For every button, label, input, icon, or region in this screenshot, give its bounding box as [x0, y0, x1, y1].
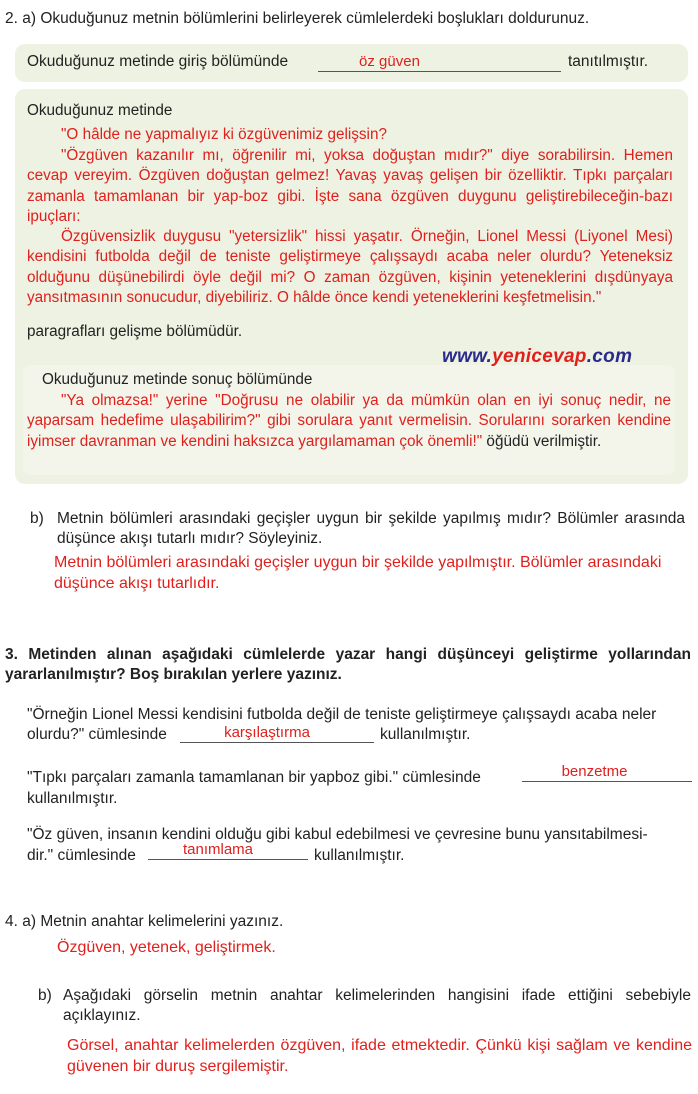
q3-s3-suffix: kullanılmıştır.	[314, 847, 405, 864]
logo-www: www.	[442, 346, 493, 367]
q3-s1-answer: karşılaştırma	[224, 724, 310, 741]
q3-s1-suffix: kullanılmıştır.	[380, 726, 471, 743]
yenicevap-logo	[442, 346, 632, 368]
q3-s3-answer: tanımlama	[182, 841, 254, 858]
dev-paragraph-3: Özgüvensizlik duygusu "yetersizlik" hissi yaşatır. Örneğin, Lionel Messi (Liyonel Mesi) kendisini futbolda değil de teniste geliştirmeye çalışsaydı acaba neler olurdu? Yeteneksiz olduğunu düşünebilirdi öyle değil mi? O zaman özgüven, kişinin yeteneklerini dışdünyaya yansıtmasının sonucudur, diyebiliriz. O hâlde önce kendi yeteneklerini keşfetmelisin."	[27, 228, 673, 307]
logo-com: .com	[586, 346, 633, 367]
logo-main: yenicevap	[492, 346, 587, 367]
q4a-heading: 4. a) Metnin anahtar kelimelerini yazınız.	[5, 913, 284, 930]
conclusion-quote: "Ya olmazsa!" yerine "Doğrusu ne olabilir ya da mümkün olan en iyi sonuç nedir, ne yaparsam hedefime ulaşabilirim?" gibi sorulara yanıt vermelisin. Sorularını sorarken kendine iyimser davranman ve kendini haksızca yargılamaman çok önemli!"	[27, 392, 671, 450]
q3-s2-blank	[522, 762, 692, 782]
q3-s3-line1: "Öz güven, insanın kendini olduğu gibi kabul edebilmesi ve çevresine bunu yansıtabilmesi-	[27, 826, 648, 843]
intro-answer: öz güven	[359, 53, 420, 70]
conclusion-text	[27, 391, 671, 452]
q4b-question: Aşağıdaki görselin metnin anahtar kelimelerinden hangisini ifade ettiğini sebebiyle açıklayınız.	[63, 987, 691, 1024]
q2b-answer: Metnin bölümleri arasındaki geçişler uygun bir şekilde yapılmıştır. Bölümler arasındaki düşünce akışı tutarlıdır.	[54, 554, 662, 592]
q3-s3-prefix: dir." cümlesinde	[27, 847, 136, 864]
q3-s2-answer: benzetme	[561, 763, 628, 780]
q3-s2-prefix: "Tıpkı parçaları zamanla tamamlanan bir yapboz gibi." cümlesinde	[27, 769, 481, 786]
q3-s1-blank	[180, 723, 374, 743]
conclusion-suffix: öğüdü verilmiştir.	[482, 432, 602, 450]
intro-suffix: tanıtılmıştır.	[568, 53, 649, 70]
q3-s2-suffix: kullanılmıştır.	[27, 790, 118, 807]
q4b-label: b)	[38, 987, 52, 1004]
conclusion-heading: Okuduğunuz metinde sonuç bölümünde	[42, 371, 313, 388]
conclusion-box	[23, 365, 675, 475]
intro-box	[15, 44, 688, 82]
q3-question: 3. Metinden alınan aşağıdaki cümlelerde yazar hangi düşünceyi geliştirme yollarından yararlanılmıştır? Boş bırakılan yerlere yazınız.	[5, 646, 691, 683]
intro-prefix: Okuduğunuz metinde giriş bölümünde	[27, 53, 289, 70]
intro-blank	[318, 52, 561, 72]
q2b-question: Metnin bölümleri arasındaki geçişler uygun bir şekilde yapılmış mıdır? Bölümler arasında düşünce akışı tutarlı mıdır? Söyleyiniz.	[57, 510, 685, 547]
q3-s3-blank	[148, 840, 308, 860]
dev-paragraph-2: "Özgüven kazanılır mı, öğrenilir mi, yoksa doğuştan mıdır?" diye sorabilirsin. Hemen cevap vereyim. Özgüven doğuştan gelmez! Yavaş yavaş gelişen bir özelliktir. Tıpkı parçaları zamanla tamamlanan bir yap-boz gibi. İşte sana özgüven duygunu geliştirebileceğin-bazı ipuçları:	[27, 147, 673, 226]
dev-suffix: paragrafları gelişme bölümüdür.	[27, 323, 243, 340]
q4a-answer: Özgüven, yetenek, geliştirmek.	[57, 939, 276, 956]
q3-s1-prefix: olurdu?" cümlesinde	[27, 726, 167, 743]
q2a-heading: 2. a) Okuduğunuz metnin bölümlerini belirleyerek cümlelerdeki boşlukları doldurunuz.	[5, 10, 590, 27]
q4b-answer: Görsel, anahtar kelimelerden özgüven, ifade etmektedir. Çünkü kişi sağlam ve kendine güvenen bir duruş sergilemiştir.	[67, 1037, 692, 1075]
dev-paragraph-1: "O hâlde ne yapmalıyız ki özgüvenimiz gelişsin?	[61, 126, 387, 143]
q2b-label: b)	[30, 510, 44, 527]
development-box	[15, 89, 688, 484]
dev-heading: Okuduğunuz metinde	[27, 102, 173, 119]
q3-s1-line1: "Örneğin Lionel Messi kendisini futbolda değil de teniste geliştirmeye çalışsaydı acaba neler	[27, 706, 657, 723]
